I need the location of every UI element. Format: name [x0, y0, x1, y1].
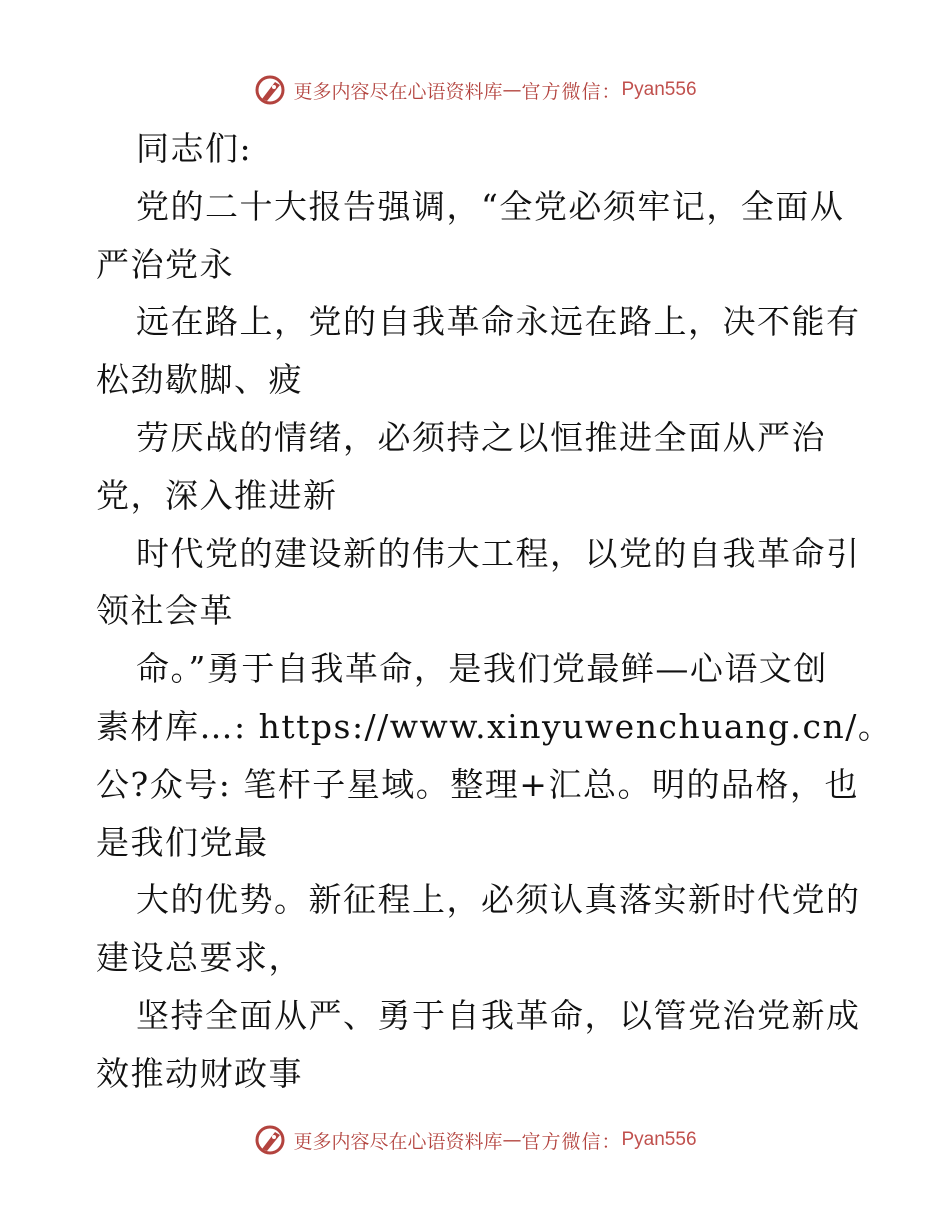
- footer-wechat-label: 官方微信：: [521, 1130, 622, 1153]
- text-line: 党的二十大报告强调，“全党必须牢记，全面从: [136, 186, 845, 226]
- footer-separator: —: [502, 1129, 522, 1151]
- text-line: 公?众号: 笔杆子星域。整理+汇总。明的品格，也: [96, 764, 859, 804]
- header-banner: [0, 70, 950, 110]
- text-line: 松劲歇脚、疲: [96, 360, 303, 400]
- text-line: 领社会革: [96, 591, 234, 631]
- text-line: 同志们:: [136, 129, 253, 168]
- text-line: 效推动财政事: [96, 1053, 303, 1093]
- header-wechat-label: 官方微信：: [521, 80, 622, 103]
- text-line: 素材库…: https://www.xinyuwenchuang.cn/。: [96, 706, 893, 746]
- text-line: 建设总要求，: [96, 938, 303, 978]
- text-line: 党，深入推进新: [96, 475, 338, 515]
- text-line: 严治党永: [96, 244, 234, 284]
- text-line: 远在路上，党的自我革命永远在路上，决不能有: [136, 302, 861, 342]
- text-line: 命。”勇于自我革命，是我们党最鲜—心语文创: [136, 649, 828, 689]
- text-line: 坚持全面从严、勇于自我革命，以管党治党新成: [136, 995, 861, 1035]
- pen-nib-logo-icon: [253, 1123, 287, 1157]
- footer-site-text: 更多内容尽在心语资料库: [293, 1130, 503, 1153]
- footer-wechat-id: Pyan556: [621, 1129, 697, 1150]
- header-separator: —: [502, 79, 522, 101]
- text-line: 是我们党最: [96, 822, 269, 862]
- text-line: 时代党的建设新的伟大工程，以党的自我革命引: [136, 533, 861, 573]
- document-body: [96, 120, 893, 1103]
- footer-banner: [0, 1120, 950, 1160]
- text-line: 劳厌战的情绪，必须持之以恒推进全面从严治: [136, 417, 826, 457]
- header-wechat-id: Pyan556: [621, 79, 697, 100]
- pen-nib-logo-icon: [253, 73, 287, 107]
- header-site-text: 更多内容尽在心语资料库: [293, 80, 503, 103]
- text-line: 大的优势。新征程上，必须认真落实新时代党的: [136, 880, 861, 920]
